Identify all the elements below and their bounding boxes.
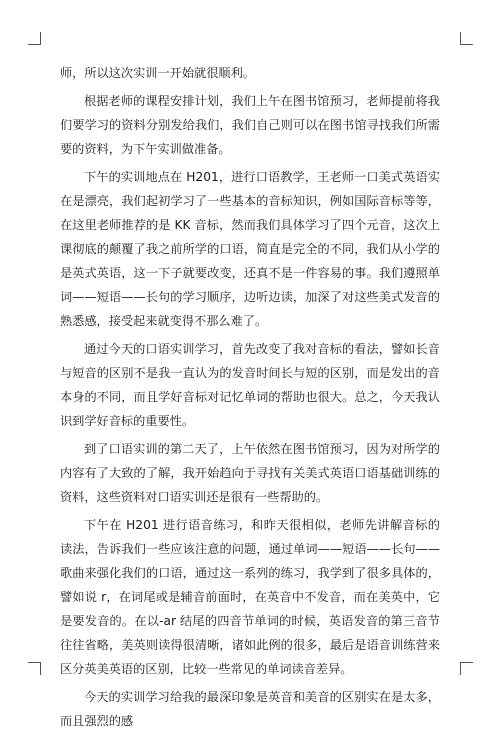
paragraph-library-prep: 根据老师的课程安排计划，我们上午在图书馆预习，老师提前将我们要学习的资料分别发给我们，我们自己则可以在图书馆寻找我们所需要的资料，为下午实训做准备。 bbox=[60, 94, 440, 156]
paragraph-impression: 今天的实训学习给我的最深印象是英音和美音的区别实在是太多，而且强烈的感 bbox=[60, 690, 440, 728]
paragraph-phonetics-reflection: 通过今天的口语实训学习，首先改变了我对音标的看法，譬如长音与短音的区别不是我一直认为的发音时间长与短的区别，而是发出的音本身的不同，而且学好音标对记忆单词的帮助也很大。总之，今天我认识到学好音标的重要性。 bbox=[60, 342, 440, 428]
crop-mark-bottom-right bbox=[460, 662, 473, 675]
crop-mark-bottom-left bbox=[28, 662, 41, 675]
crop-mark-top-left bbox=[28, 32, 41, 45]
crop-mark-top-right bbox=[460, 32, 473, 45]
paragraph-continuation: 师，所以这次实训一开始就很顺利。 bbox=[60, 66, 255, 80]
paragraph-afternoon-oral: 下午的实训地点在 H201，进行口语教学，王老师一口美式英语实在是漂亮，我们起初学习了一些基本的音标知识，例如国际音标等等，在这里老师推荐的是 KK 音标，然而我们具体学习了四个元音，这次上课彻底的颠覆了我之前所学的口语，简直是完全的不同，我们从小学的是英式英语，这一下子就要改变，还真不是一件容易的事。我们遵照单词——短语——长句的学习顺序，边听边读，加深了对这些美式发音的熟悉感，接受起来就变得不那么难了。 bbox=[60, 170, 440, 328]
document-body bbox=[60, 61, 440, 737]
paragraph-day-two: 到了口语实训的第二天了，上午依然在图书馆预习，因为对所学的内容有了大致的了解，我开始趋向于寻找有关美式英语口语基础训练的资料，这些资料对口语实训还是很有一些帮助的。 bbox=[60, 442, 440, 504]
paragraph-pronunciation-practice: 下午在 H201 进行语音练习，和昨天很相似，老师先讲解音标的读法，告诉我们一些应该注意的问题，通过单词——短语——长句——歌曲来强化我们的口语，通过这一系列的练习，我学到了很多具体的，譬如说 r，在词尾或是辅音前面时，在英音中不发音，而在美英中，它是要发音的。在以-ar 结尾的四音节单词的时候，英语发音的第三音节往往省略，美英则读得很清晰，诸如此例的很多，最后是语音训练营来区分英美英语的区别，比较一些常见的单词读音差异。 bbox=[60, 518, 440, 676]
